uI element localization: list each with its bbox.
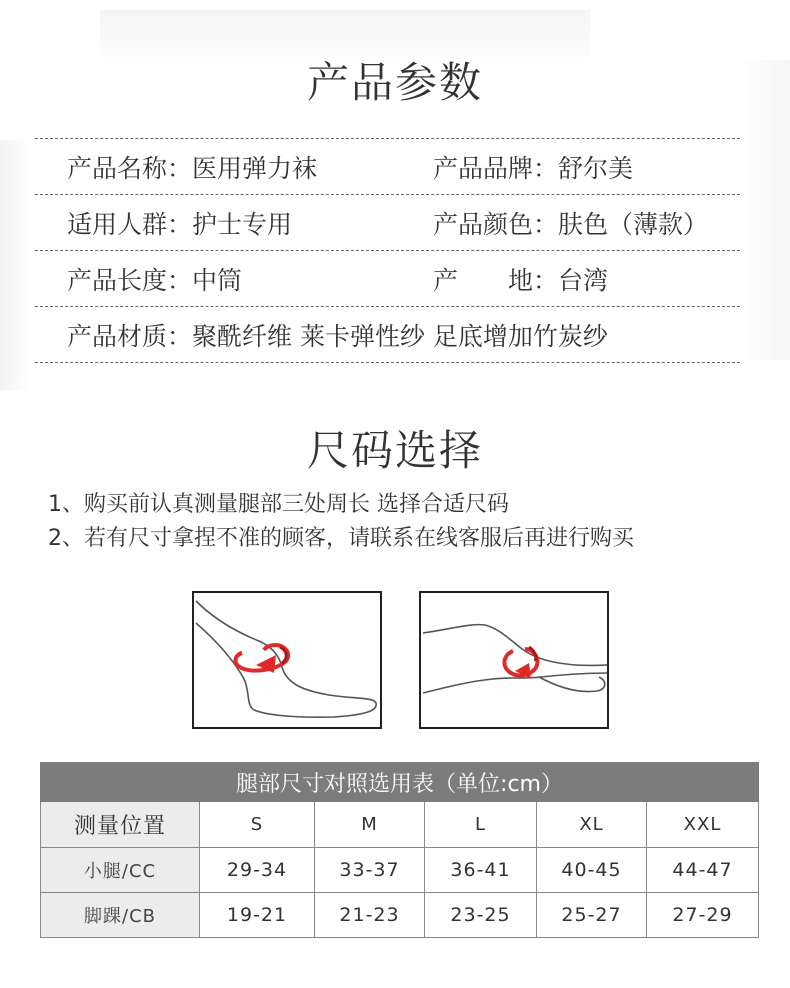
table-cell: 23-25 <box>425 893 537 938</box>
size-header: S <box>200 802 315 848</box>
table-cell: 19-21 <box>200 893 315 938</box>
note-item: 2、若有尺寸拿捏不准的顾客，请联系在线客服后再进行购买 <box>48 526 634 551</box>
size-header: M <box>315 802 425 848</box>
note-item: 1、购买前认真测量腿部三处周长 选择合适尺码 <box>48 492 509 517</box>
size-header: L <box>425 802 537 848</box>
param-row <box>35 250 740 306</box>
table-title: 腿部尺寸对照选用表（单位:cm） <box>41 763 759 802</box>
ankle-icon <box>194 593 380 727</box>
table-cell: 21-23 <box>315 893 425 938</box>
table-title-row <box>41 763 759 802</box>
params-list <box>35 138 740 363</box>
table-cell: 33-37 <box>315 848 425 893</box>
param-product-name: 产品名称：医用弹力袜 <box>67 154 318 183</box>
ankle-measure-illustration <box>192 591 382 729</box>
table-cell: 27-29 <box>647 893 759 938</box>
param-material: 产品材质：聚酰纤维 莱卡弹性纱 足底增加竹炭纱 <box>67 322 608 351</box>
param-row <box>35 306 740 363</box>
header-label: 测量位置 <box>41 802 200 848</box>
size-header: XL <box>537 802 647 848</box>
table-cell: 44-47 <box>647 848 759 893</box>
table-header-row <box>41 802 759 848</box>
table-row <box>41 893 759 938</box>
table-cell: 29-34 <box>200 848 315 893</box>
param-color: 产品颜色：肤色（薄款） <box>433 210 709 239</box>
param-target-users: 适用人群：护士专用 <box>67 210 293 239</box>
size-header: XXL <box>647 802 759 848</box>
param-brand: 产品品牌：舒尔美 <box>433 154 634 183</box>
table-cell: 25-27 <box>537 893 647 938</box>
size-table <box>40 762 759 938</box>
params-title: 产品参数 <box>306 58 483 107</box>
param-row <box>35 194 740 250</box>
row-label: 脚踝/CB <box>41 893 200 938</box>
param-length: 产品长度：中筒 <box>67 266 243 295</box>
table-cell: 36-41 <box>425 848 537 893</box>
calf-icon <box>421 593 607 727</box>
table-row <box>41 848 759 893</box>
size-notes <box>48 488 634 556</box>
table-cell: 40-45 <box>537 848 647 893</box>
size-title: 尺码选择 <box>306 426 483 475</box>
calf-measure-illustration <box>419 591 609 729</box>
background-blur-left <box>0 140 30 390</box>
param-origin: 产 地：台湾 <box>433 266 609 295</box>
row-label: 小腿/CC <box>41 848 200 893</box>
param-row <box>35 138 740 194</box>
